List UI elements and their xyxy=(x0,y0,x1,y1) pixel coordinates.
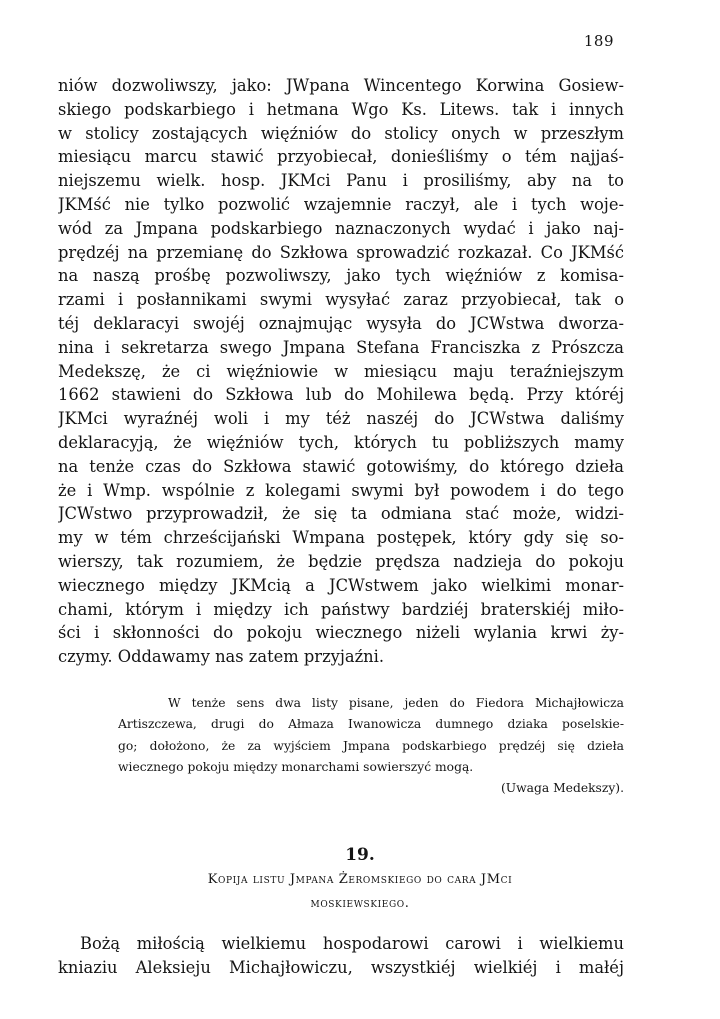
page-number: 189 xyxy=(583,32,614,50)
body-line: czymy. Oddawamy nas zatem przyjaźni. xyxy=(58,647,385,667)
body-line: my w tém chrześcijański Wmpana postępek, który gdy się so- xyxy=(58,528,624,548)
body-line: chami, którym i między ich państwy bardziéj braterskiéj miło- xyxy=(58,599,624,619)
body-line: na tenże czas do Szkłowa stawić gotowiśmy, do którego dzieła xyxy=(58,456,624,476)
letter-line: kniaziu Aleksieju Michajłowiczu, wszystkiéj wielkiéj i małéj xyxy=(58,958,624,977)
note-attribution: (Uwaga Medekszy). xyxy=(500,781,624,796)
body-line: 1662 stawieni do Szkłowa lub do Mohilewa będą. Przy któréj xyxy=(58,385,624,405)
body-line: wiecznego między JKMcią a JCWstwem jako wielkimi monar- xyxy=(58,575,624,595)
section-title-line: Kopija listu Jmpana Żeromskiego do cara JMci xyxy=(207,872,513,887)
body-text xyxy=(58,74,624,669)
note-line: wiecznego pokoju między monarchami sowierszyć mogą. xyxy=(118,759,474,774)
body-line: rzami i posłannikami swymi wysyłać zaraz przyobiecał, tak o xyxy=(58,290,624,310)
letter-line: Bożą miłością wielkiemu hospodarowi carowi i wielkiemu xyxy=(80,934,624,953)
body-line: JKMci wyraźnéj woli i my téż naszéj do JCWstwa daliśmy xyxy=(58,409,624,429)
body-line: niejszemu wielk. hosp. JKMci Panu i prosiliśmy, aby na to xyxy=(58,171,624,191)
body-line: wierszy, tak rozumiem, że będzie prędsza nadzieja do pokoju xyxy=(58,551,624,571)
note-line: W tenże sens dwa listy pisane, jeden do Fiedora Michajłowicza xyxy=(168,696,624,710)
note-line: go; dołożono, że za wyjściem Jmpana podskarbiego prędzéj się dzieła xyxy=(118,738,624,753)
body-line: ści i skłonności do pokoju wiecznego niżeli wylania krwi ży- xyxy=(58,623,624,643)
body-line: miesiącu marcu stawić przyobiecał, donieśliśmy o tém najjaś- xyxy=(58,147,624,167)
body-line: JKMść nie tylko pozwolić wzajemnie raczył, ale i tych woje- xyxy=(58,194,624,214)
body-line: prędzéj na przemianę do Szkłowa sprowadzić rozkazał. Co JKMść xyxy=(58,242,624,262)
body-line: w stolicy zostających więźniów do stolicy onych w przeszłym xyxy=(58,123,624,143)
body-line: skiego podskarbiego i hetmana Wgo Ks. Litews. tak i innych xyxy=(58,99,624,119)
editor-note xyxy=(118,693,624,799)
body-line: nina i sekretarza swego Jmpana Stefana Franciszka z Prószcza xyxy=(58,337,624,357)
note-line: Artiszczewa, drugi do Ałmaza Iwanowicza dumnego dziaka poselskie- xyxy=(118,717,624,732)
section-title xyxy=(130,868,590,916)
letter-text xyxy=(58,932,624,980)
body-line: wód za Jmpana podskarbiego naznaczonych wydać i jako naj- xyxy=(58,218,624,238)
body-line: deklaracyją, że więźniów tych, których tu pobliższych mamy xyxy=(58,432,624,452)
section-number: 19. xyxy=(345,845,375,865)
section-title-line: moskiewskiego. xyxy=(310,896,410,911)
body-line: JCWstwo przyprowadził, że się ta odmiana stać może, widzi- xyxy=(58,504,624,524)
body-line: że i Wmp. wspólnie z kolegami swymi był powodem i do tego xyxy=(58,480,624,500)
body-line: téj deklaracyi swojéj oznajmując wysyła do JCWstwa dworza- xyxy=(58,313,624,333)
body-line: na naszą prośbę pozwoliwszy, jako tych więźniów z komisa- xyxy=(58,266,624,286)
body-line: niów dozwoliwszy, jako: JWpana Wincentego Korwina Gosiew- xyxy=(58,76,624,95)
body-line: Medekszę, że ci więźniowie w miesiącu maju teraźniejszym xyxy=(58,361,624,381)
